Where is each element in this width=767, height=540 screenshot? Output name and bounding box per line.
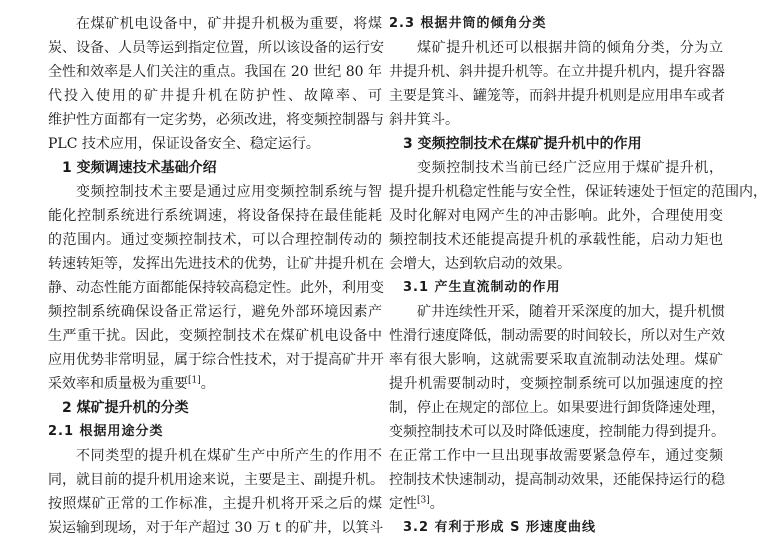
text-line: [48, 468, 382, 492]
text-line: [48, 84, 382, 108]
line-tail: 。: [200, 376, 215, 392]
line-text: 井提升机、斜井提升机等。在立井提升机内，提升容器: [389, 64, 725, 80]
text-line: [48, 300, 382, 324]
text-line: [48, 12, 382, 36]
line-text: 煤矿提升机还可以根据井筒的倾角分类，分为立: [417, 40, 723, 56]
subsection-heading: [48, 420, 382, 444]
line-text: 提升提升机稳定性能与安全性，保证转速处于恒定的范围内，: [389, 184, 767, 200]
line-text: 及时化解对电网产生的冲击影响。此外，合理使用变: [389, 208, 723, 224]
text-line: [389, 372, 723, 396]
left-column: [48, 12, 382, 540]
section-heading: [48, 156, 382, 180]
line-text: 矿井连续性开采，随着开采深度的加大，提升机惯: [417, 304, 725, 320]
text-line: [389, 60, 723, 84]
text-line: [48, 180, 382, 204]
heading-text: 3.1 产生直流制动的作用: [403, 280, 561, 295]
line-text: 炭运输到现场，对于年产超过 30 万 t 的矿井，以箕斗: [48, 520, 384, 536]
text-line: [48, 348, 382, 372]
line-text: 能化控制系统进行系统调速，将设备保持在最佳能耗: [48, 208, 382, 224]
text-line: [389, 108, 723, 132]
line-text: 提升机需要制动时，变频控制系统可以加强速度的控: [389, 376, 723, 392]
text-line: [48, 372, 382, 396]
text-line: [48, 276, 382, 300]
text-line: [389, 444, 723, 468]
subsection-heading: [389, 276, 723, 300]
line-text: 采效率和质量极为重要: [48, 376, 188, 392]
heading-text: 2.3 根据井筒的倾角分类: [389, 16, 547, 31]
line-text: PLC 技术应用，保证设备安全、稳定运行。: [48, 136, 320, 152]
line-text: 同，就目前的提升机用途来说，主要是主、副提升机。: [48, 472, 384, 488]
line-text: 代投入使用的矿井提升机在防护性、故障率、可: [48, 88, 382, 104]
text-line: [48, 444, 382, 468]
line-text: 不同类型的提升机在煤矿生产中所产生的作用不: [76, 448, 382, 464]
heading-text: 1 变频调速技术基础介绍: [62, 160, 217, 176]
line-text: 静、动态性能方面都能保持较高稳定性。此外，利用变: [48, 280, 384, 296]
subsection-heading: [389, 516, 723, 540]
heading-text: 2 煤矿提升机的分类: [62, 400, 189, 416]
line-text: 会增大，达到软启动的效果。: [389, 256, 571, 272]
line-text: 生严重干扰。因此，变频控制技术在煤矿机电设备中: [48, 328, 382, 344]
line-text: 应用优势非常明显，属于综合性技术，对于提高矿井开: [48, 352, 384, 368]
right-column: [389, 12, 767, 540]
text-line: [389, 36, 723, 60]
text-line: [389, 84, 723, 108]
text-line: [48, 516, 382, 540]
line-text: 变频控制技术当前已经广泛应用于煤矿提升机，: [417, 160, 723, 176]
line-text: 维护性方面都有一定劣势，必须改进，将变频控制器与: [48, 112, 384, 128]
text-line: [48, 132, 382, 156]
text-line: [48, 60, 382, 84]
text-line: [389, 180, 767, 204]
text-line: [48, 492, 382, 516]
line-text: 转速转矩等，发挥出先进技术的优势，让矿井提升机在: [48, 256, 384, 272]
text-line: [389, 300, 723, 324]
line-text: 炭、设备、人员等运到指定位置，所以该设备的运行安: [48, 40, 384, 56]
text-line: [389, 420, 723, 444]
line-text: 性滑行速度降低，制动需要的时间较长，所以对生产效: [389, 328, 725, 344]
section-heading: [389, 132, 723, 156]
line-text: 按照煤矿正常的工作标准，主提升机将开采之后的煤: [48, 496, 382, 512]
text-line: [48, 204, 382, 228]
line-text: 定性: [389, 496, 417, 512]
line-text: 频控制技术还能提高提升机的承载性能，启动力矩也: [389, 232, 723, 248]
heading-text: 3 变频控制技术在煤矿提升机中的作用: [403, 136, 642, 152]
line-text: 主要是箕斗、罐笼等，而斜井提升机则是应用串车或者: [389, 88, 725, 104]
text-line: [389, 324, 723, 348]
heading-text: 3.2 有利于形成 S 形速度曲线: [403, 520, 596, 535]
text-line: [389, 396, 723, 420]
text-line: [48, 324, 382, 348]
text-line: [389, 348, 723, 372]
line-tail: 。: [429, 496, 444, 512]
text-line: [389, 468, 723, 492]
text-line: [48, 228, 382, 252]
line-text: 斜井箕斗。: [389, 112, 459, 128]
citation-ref: [1]: [188, 375, 201, 386]
text-line: [389, 204, 723, 228]
text-line: [389, 492, 723, 516]
line-text: 的范围内。通过变频控制技术，可以合理控制传动的: [48, 232, 382, 248]
text-line: [389, 228, 723, 252]
section-heading: [48, 396, 382, 420]
line-text: 率有很大影响，这就需要采取直流制动法处理。煤矿: [389, 352, 723, 368]
text-line: [48, 252, 382, 276]
text-line: [389, 156, 723, 180]
line-text: 在煤矿机电设备中，矿井提升机极为重要，将煤: [76, 16, 382, 32]
text-line: [389, 252, 723, 276]
line-text: 变频控制技术可以及时降低速度，控制能力得到提升。: [389, 424, 725, 440]
line-text: 频控制系统确保设备正常运行，避免外部环境因素产: [48, 304, 382, 320]
line-text: 在正常工作中一旦出现事故需要紧急停车，通过变频: [389, 448, 723, 464]
heading-text: 2.1 根据用途分类: [48, 424, 164, 439]
line-text: 变频控制技术主要是通过应用变频控制系统与智: [76, 184, 382, 200]
text-line: [48, 36, 382, 60]
subsection-heading: [389, 12, 723, 36]
line-text: 制，停止在规定的部位上。如果要进行卸货降速处理，: [389, 400, 725, 416]
line-text: 全性和效率是人们关注的重点。我国在 20 世纪 80 年: [48, 64, 382, 80]
text-line: [48, 108, 382, 132]
citation-ref: [3]: [417, 495, 430, 506]
line-text: 控制技术快速制动，提高制动效果，还能保持运行的稳: [389, 472, 725, 488]
